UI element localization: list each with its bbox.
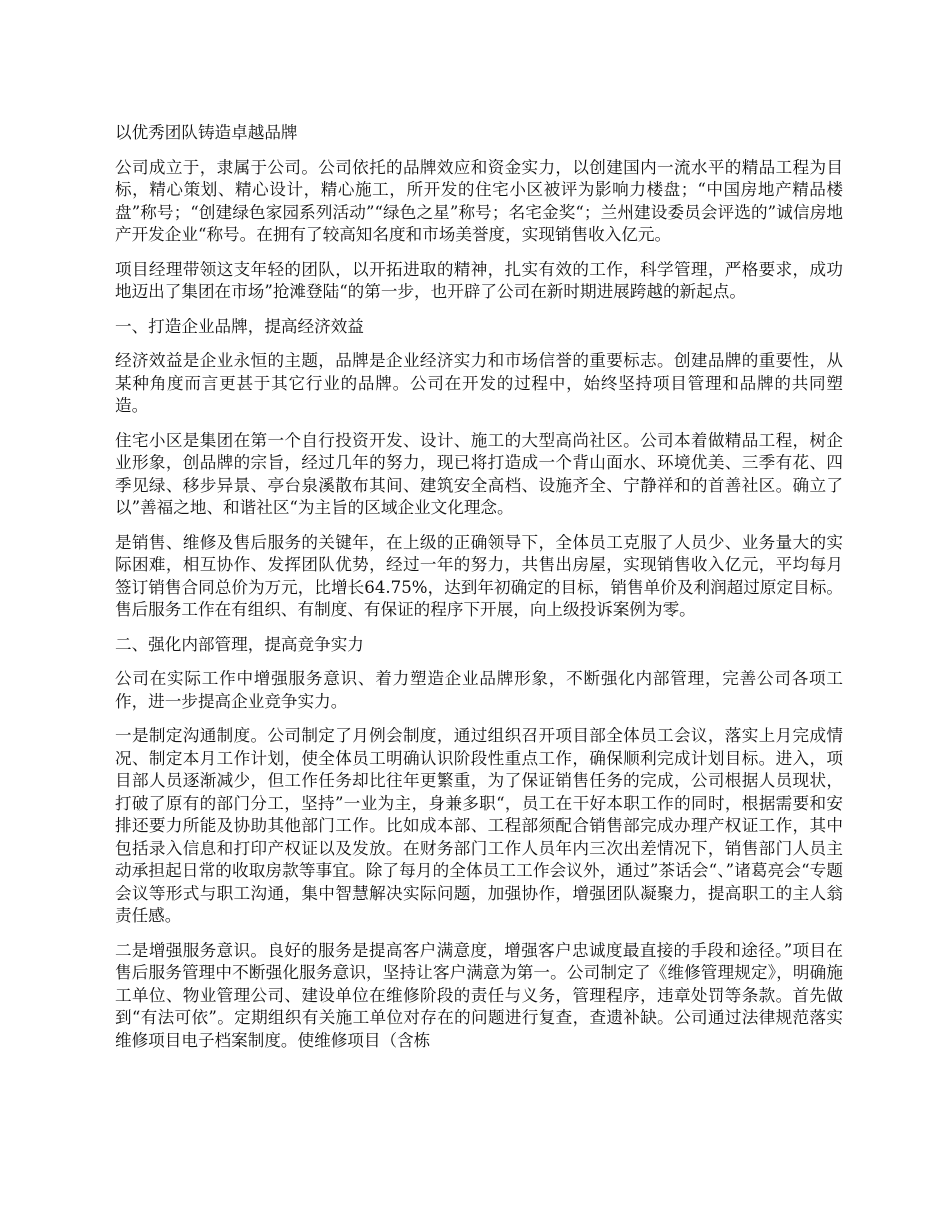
- paragraph-residential-community: 住宅小区是集团在第一个自行投资开发、设计、施工的大型高尚社区。公司本着做精品工程，树企业形象，创品牌的宗旨，经过几年的努力，现已将打造成一个背山面水、环境优美、三季有花、四季见绿、移步异景、亭台泉溪散布其间、建筑安全高档、设施齐全、宁静祥和的首善社区。确立了以”善福之地、和谐社区“为主旨的区域企业文化理念。: [115, 430, 843, 517]
- section-heading-management: 二、强化内部管理，提高竞争实力: [115, 634, 364, 654]
- document-title: 以优秀团队铸造卓越品牌: [115, 123, 298, 142]
- paragraph-sales-year: 是销售、维修及售后服务的关键年，在上级的正确领导下，全体员工克服了人员少、业务量大的实际困难，相互协作、发挥团队优势，经过一年的努力，共售出房屋，实现销售收入亿元，平均每月签订销售合同总价为万元，比增长64.75%，达到年初确定的目标，销售单价及利润超过原定目标。售后服务工作在有组织、有制度、有保证的程序下开展，向上级投诉案例为零。: [115, 532, 843, 619]
- paragraph-service-awareness: 二是增强服务意识。良好的服务是提高客户满意度，增强客户忠诚度最直接的手段和途径。”项目在售后服务管理中不断强化服务意识，坚持让客户满意为第一。公司制定了《维修管理规定》，明确施工单位、物业管理公司、建设单位在维修阶段的责任与义务，管理程序，违章处罚等条款。首先做到“有法可依”。定期组织有关施工单位对存在的问题进行复查，查遗补缺。公司通过法律规范落实维修项目电子档案制度。使维修项目（含栋: [115, 940, 843, 1050]
- paragraph-communication-system: 一是制定沟通制度。公司制定了月例会制度，通过组织召开项目部全体员工会议，落实上月完成情况、制定本月工作计划，使全体员工明确认识阶段性重点工作，确保顺利完成计划目标。进入，项目部人员逐渐减少，但工作任务却比往年更繁重，为了保证销售任务的完成，公司根据人员现状，打破了原有的部门分工，坚持”一业为主，身兼多职“，员工在干好本职工作的同时，根据需要和安排还要力所能及协助其他部门工作。比如成本部、工程部须配合销售部完成办理产权证工作，其中包括录入信息和打印产权证以及发放。在财务部门工作人员年内三次出差情况下，销售部门人员主动承担起日常的收取房款等事宜。除了每月的全体员工工作会议外，通过”茶话会“、”诸葛亮会“专题会议等形式与职工沟通，集中智慧解决实际问题，加强协作，增强团队凝聚力，提高职工的主人翁责任感。: [115, 726, 843, 925]
- section-heading-brand: 一、打造企业品牌，提高经济效益: [115, 316, 364, 336]
- paragraph-internal-management: 公司在实际工作中增强服务意识、着力塑造企业品牌形象，不断强化内部管理，完善公司各项工作，进一步提高企业竞争实力。: [115, 669, 843, 711]
- paragraph-intro: 公司成立于，隶属于公司。公司依托的品牌效应和资金实力，以创建国内一流水平的精品工程为目标，精心策划、精心设计，精心施工，所开发的住宅小区被评为影响力楼盘；“中国房地产精品楼盘”称号；“创建绿色家园系列活动”“绿色之星”称号；名宅金奖“；兰州建设委员会评选的”诚信房地产开发企业“称号。在拥有了较高知名度和市场美誉度，实现销售收入亿元。: [115, 157, 843, 244]
- document-page: [115, 122, 843, 1064]
- paragraph-economic-benefit: 经济效益是企业永恒的主题，品牌是企业经济实力和市场信誉的重要标志。创建品牌的重要性，从某种角度而言更甚于其它行业的品牌。公司在开发的过程中，始终坚持项目管理和品牌的共同塑造。: [115, 351, 843, 415]
- paragraph-team: 项目经理带领这支年轻的团队，以开拓进取的精神，扎实有效的工作，科学管理，严格要求，成功地迈出了集团在市场”抢滩登陆“的第一步，也开辟了公司在新时期进展跨越的新起点。: [115, 259, 843, 301]
